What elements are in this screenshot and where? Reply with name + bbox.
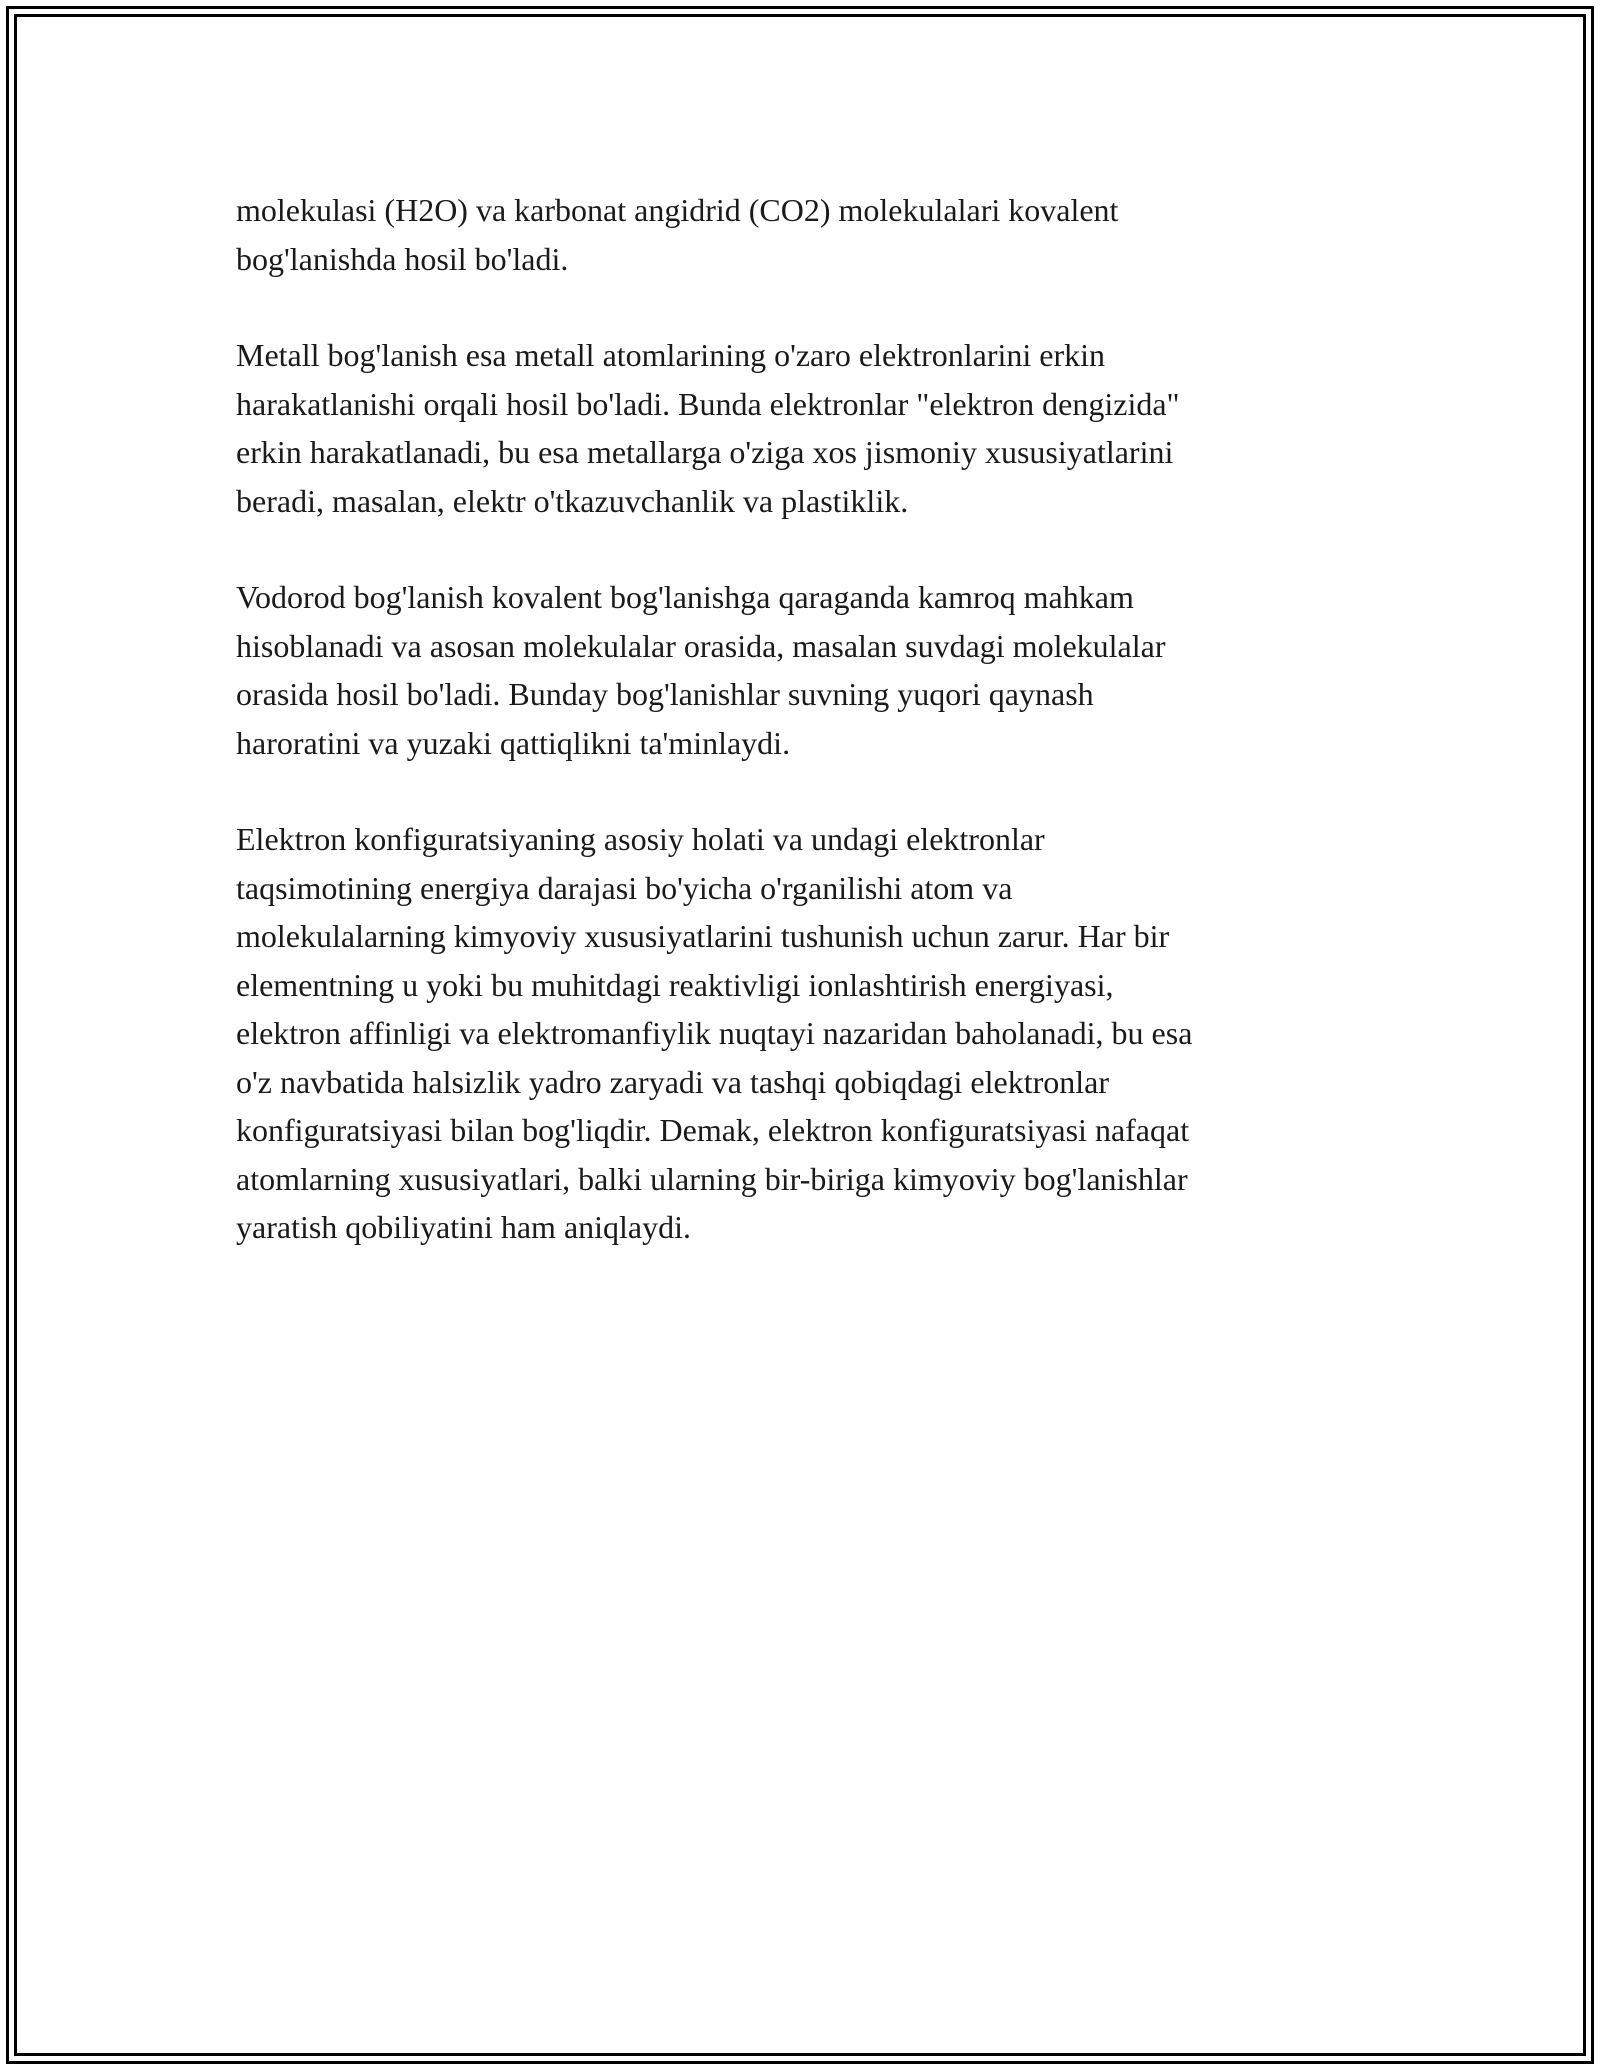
- paragraph-electron-configuration: Elektron konfiguratsiyaning asosiy holati va undagi elektronlar taqsimotining energiya darajasi bo'yicha o'rganilishi atom va molekulalarning kimyoviy xususiyatlarini tushunish uchun zarur. Har bir elementning u yoki bu muhitdagi reaktivligi ionlashtirish energiyasi, elektron affinligi va elektromanfiylik nuqtayi nazaridan baholanadi, bu esa o'z navbatida halsizlik yadro zaryadi va tashqi qobiqdagi elektronlar konfiguratsiyasi bilan bog'liqdir. Demak, elektron konfiguratsiyasi nafaqat atomlarning xususiyatlari, balki ularning bir-biriga kimyoviy bog'lanishlar yaratish qobiliyatini ham aniqlaydi.: [236, 821, 1193, 1245]
- paragraph-metallic-bond: Metall bog'lanish esa metall atomlarining o'zaro elektronlarini erkin harakatlanishi orqali hosil bo'ladi. Bunda elektronlar "elektron dengizida" erkin harakatlanadi, bu esa metallarga o'ziga xos jismoniy xususiyatlarini beradi, masalan, elektr o'tkazuvchanlik va plastiklik.: [236, 337, 1180, 519]
- document-body: [236, 186, 1376, 1300]
- paragraph-water-co2: molekulasi (H2O) va karbonat angidrid (CO2) molekulalari kovalent bog'lanishda hosil bo'ladi.: [236, 192, 1119, 277]
- paragraph-hydrogen-bond: Vodorod bog'lanish kovalent bog'lanishga qaraganda kamroq mahkam hisoblanadi va asosan molekulalar orasida, masalan suvdagi molekulalar orasida hosil bo'ladi. Bunday bog'lanishlar suvning yuqori qaynash haroratini va yuzaki qattiqlikni ta'minlaydi.: [236, 579, 1166, 761]
